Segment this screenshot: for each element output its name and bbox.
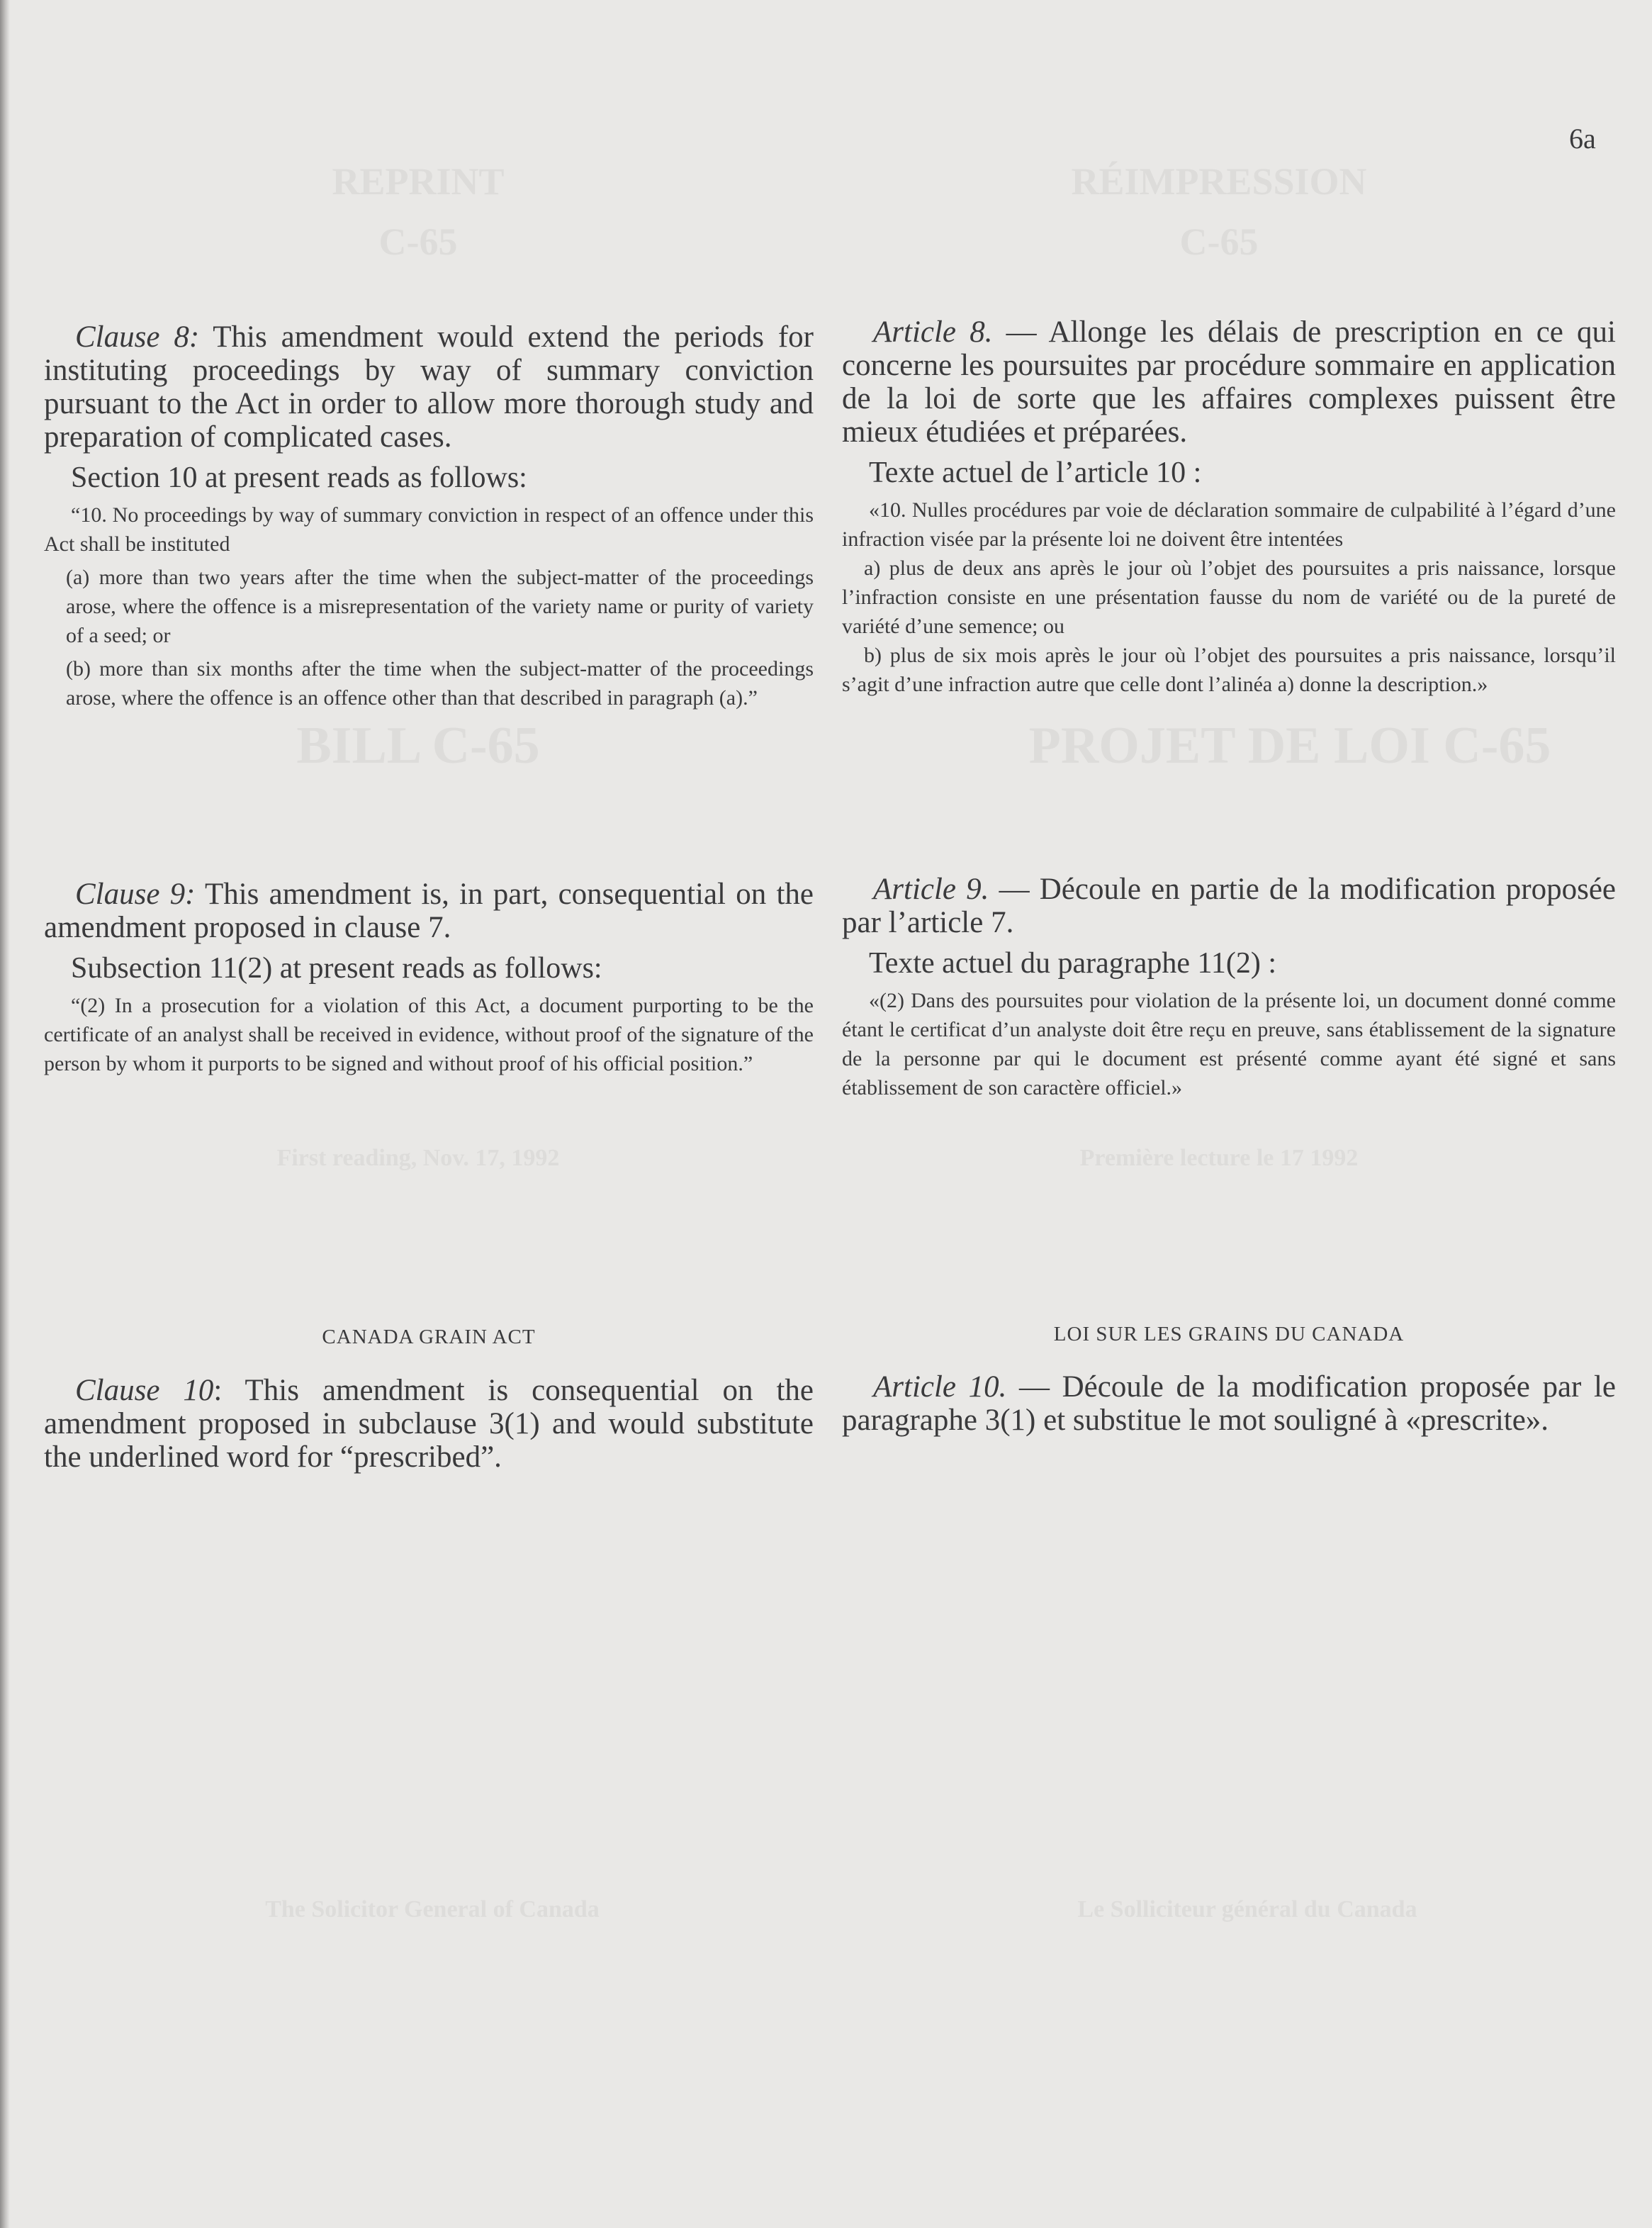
clause-8-en-quote-opening: “10. No proceedings by way of summary conviction in respect of an offence under this Act shall be instituted xyxy=(44,503,814,556)
clause-8-en xyxy=(44,320,814,712)
clause-9-en-note xyxy=(44,878,814,944)
clause-8-fr-quote-opening: «10. Nulles procédures par voie de déclaration sommaire de culpabilité à l’égard d’une infraction visée par la présente loi ne doivent être intentées xyxy=(842,498,1616,551)
clause-8-en-note xyxy=(44,320,814,454)
show-through-bill-en: BILL C-65 xyxy=(296,717,540,775)
clause-8-fr-quote-a: a) plus de deux ans après le jour où l’objet des poursuites a pris naissance, lorsque l’infraction consiste en une présentation fausse du nom de variété ou de la pureté de variété d’une semence; ou xyxy=(842,556,1616,638)
clause-9-en-quote: “(2) In a prosecution for a violation of this Act, a document purporting to be the certificate of an analyst shall be received in evidence, without proof of the signature of the person by whom it purports to be signed and without proof of his official position.” xyxy=(44,994,814,1075)
clause-9-fr-intro: Texte actuel du paragraphe 11(2) : xyxy=(869,947,1277,980)
clause-10-fr xyxy=(842,1370,1616,1437)
show-through-minister-en: The Solicitor General of Canada xyxy=(265,1896,600,1922)
clause-8-fr-note xyxy=(842,315,1616,449)
clause-8-en-quote-a: (a) more than two years after the time when the subject-matter of the proceedings arose, where the offence is a misrepresentation of the variety name or purity of variety of a seed; or xyxy=(66,566,814,647)
clause-9-fr-quote: «(2) Dans des poursuites pour violation de la présente loi, un document donné comme étant le certificat d’un analyste doit être reçu en preuve, sans établissement de la signature de la personne par qui le document est présenté comme ayant été signé et sans établissement de son caractère officiel.» xyxy=(842,989,1616,1099)
clause-8-fr-text: — Allonge les délais de prescription en ce qui concerne les poursuites par procédure sommaire en application de la loi de sorte que les affaires complexes puissent être mieux étudiées et préparées. xyxy=(842,315,1616,449)
clause-9-en-intro: Subsection 11(2) at present reads as follows: xyxy=(71,952,602,985)
clause-10-fr-text: — Découle de la modification proposée par le paragraphe 3(1) et substitue le mot souligné à «prescrite». xyxy=(842,1370,1616,1437)
clause-8-en-intro: Section 10 at present reads as follows: xyxy=(71,461,527,494)
clause-8-en-text: This amendment would extend the periods for instituting proceedings by way of summary conviction pursuant to the Act in order to allow more thorough study and preparation of complicated cases. xyxy=(44,320,814,454)
clause-8-en-label: Clause 8: xyxy=(75,320,200,354)
clause-8-fr-intro: Texte actuel de l’article 10 : xyxy=(869,457,1202,489)
clause-10-fr-note xyxy=(842,1370,1616,1437)
show-through-reading-fr: Première lecture le 17 1992 xyxy=(1079,1145,1359,1171)
show-through-bill-no-en: C-65 xyxy=(378,220,458,263)
clause-10-en-note xyxy=(44,1374,814,1474)
clause-10-en xyxy=(44,1374,814,1474)
show-through-reading-en: First reading, Nov. 17, 1992 xyxy=(276,1145,560,1171)
clause-10-en-label: Clause 10 xyxy=(75,1374,214,1407)
clause-8-en-quote-b: (b) more than six months after the time when the subject-matter of the proceedings arose, where the offence is an offence other than that described in paragraph (a).” xyxy=(66,657,814,710)
show-through-minister-fr: Le Solliciteur général du Canada xyxy=(1077,1896,1417,1922)
clause-10-fr-label: Article 10. xyxy=(873,1370,1007,1404)
show-through-reprint-fr: RÉIMPRESSION xyxy=(1071,160,1367,203)
clause-10-en-text: : This amendment is consequential on the amendment proposed in subclause 3(1) and would substitute the underlined word for “prescribed”. xyxy=(44,1374,814,1474)
clause-9-en xyxy=(44,878,814,1078)
show-through-bill-no-fr: C-65 xyxy=(1179,220,1259,263)
clause-9-fr xyxy=(842,873,1616,1102)
page-binding-edge xyxy=(0,0,10,2228)
clause-9-en-label: Clause 9: xyxy=(75,878,196,911)
clause-8-fr-label: Article 8. xyxy=(873,315,993,349)
clause-9-fr-text: — Découle en partie de la modification proposée par l’article 7. xyxy=(842,873,1616,939)
show-through-bill-fr: PROJET DE LOI C-65 xyxy=(1028,717,1551,775)
clause-9-fr-note xyxy=(842,873,1616,939)
heading-loi-sur-les-grains: LOI SUR LES GRAINS DU CANADA xyxy=(1053,1323,1405,1345)
clause-9-en-text: This amendment is, in part, consequential on the amendment proposed in clause 7. xyxy=(44,878,814,944)
clause-8-fr xyxy=(842,315,1616,699)
show-through-reprint-en: REPRINT xyxy=(332,160,505,203)
clause-8-fr-quote-b: b) plus de six mois après le jour où l’objet des poursuites a pris naissance, lorsqu’il s’agit d’une infraction autre que celle dont l’alinéa a) donne la description.» xyxy=(842,644,1616,696)
clause-9-fr-label: Article 9. xyxy=(873,873,989,906)
page-number: 6a xyxy=(1569,123,1596,155)
heading-canada-grain-act: CANADA GRAIN ACT xyxy=(322,1326,536,1348)
